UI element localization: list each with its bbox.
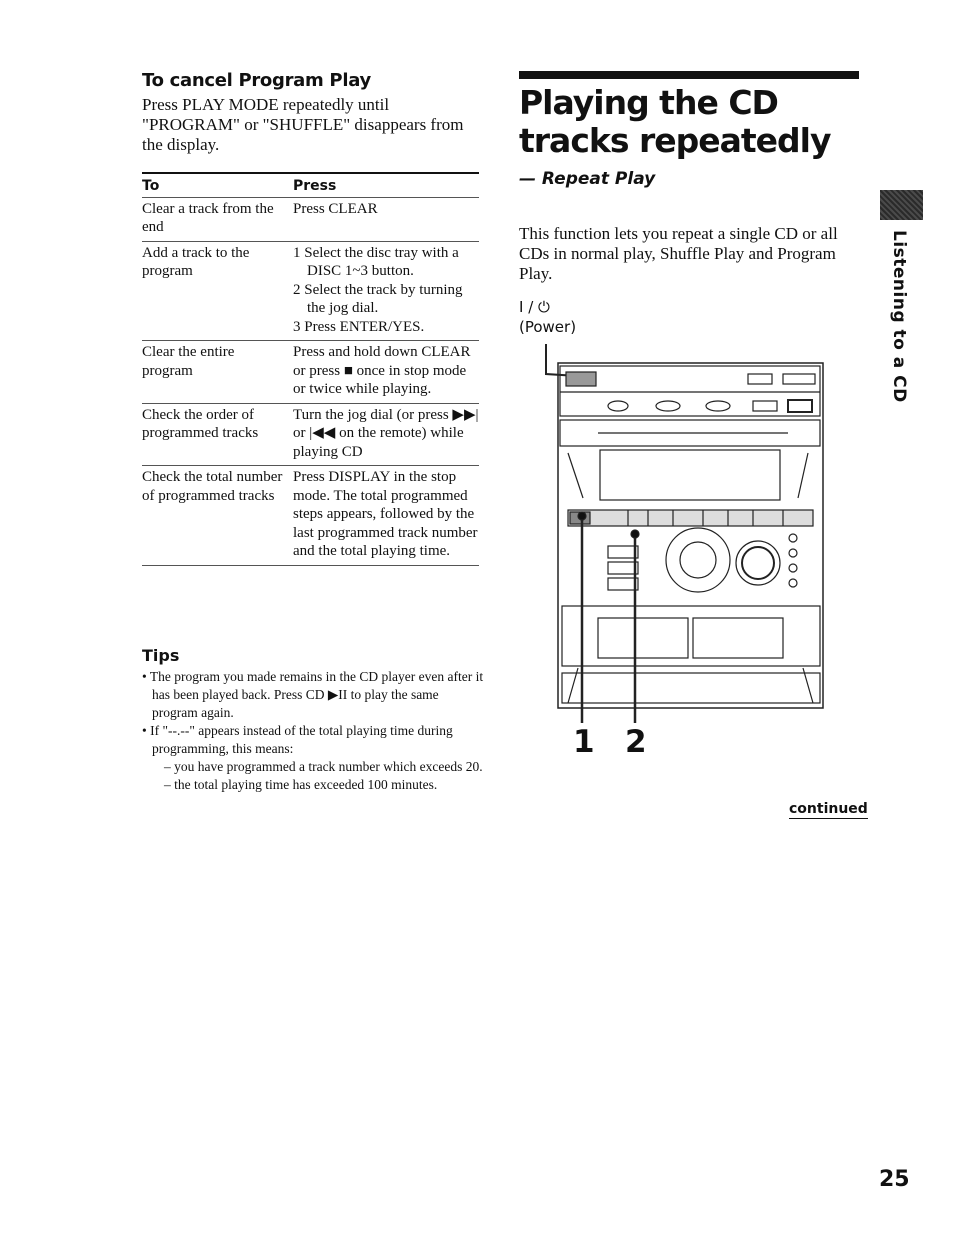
table-cell-press: Press and hold down CLEAR or press ■ once in stop mode or twice while playing. (293, 341, 479, 404)
step-item: 1 Select the disc tray with a DISC 1~3 button. (293, 244, 459, 279)
table-row (142, 241, 479, 341)
tip-item (142, 722, 487, 794)
table-cell-to: Clear a track from the end (142, 197, 293, 241)
side-tab-label: Listening to a CD (889, 230, 909, 403)
repeat-intro: This function lets you repeat a single CD or all CDs in normal play, Shuffle Play and Program Play. (519, 224, 838, 283)
column-header-to: To (142, 173, 293, 197)
title-rule (519, 71, 859, 79)
callout-step-1: 1 (573, 724, 595, 760)
table-cell-to: Clear the entire program (142, 341, 293, 404)
table-row (142, 466, 479, 566)
table-cell-press: Press DISPLAY in the stop mode. The total programmed steps appears, followed by the last programmed track number and the total playing time. (293, 466, 479, 566)
page-number: 25 (879, 1167, 910, 1192)
step-item: 3 Press ENTER/YES. (293, 318, 425, 335)
table-cell-press (293, 241, 479, 341)
step-list (293, 244, 479, 337)
power-symbol: I / ⏻ (519, 298, 550, 316)
table-cell-to: Add a track to the program (142, 241, 293, 341)
cancel-program-intro: Press PLAY MODE repeatedly until "PROGRAM" or "SHUFFLE" disappears from the display. (142, 95, 464, 154)
column-header-press: Press (293, 173, 479, 197)
tips-list (142, 668, 487, 794)
power-label: (Power) (519, 318, 577, 336)
table-cell-press: Turn the jog dial (or press ▶▶| or |◀◀ on the remote) while playing CD (293, 403, 479, 466)
callout-step-2: 2 (625, 724, 647, 760)
section-title: Playing the CD tracks repeatedly (519, 83, 831, 160)
continued-label: continued (789, 801, 868, 817)
tip-subitem: – the total playing time has exceeded 100 minutes. (164, 777, 438, 792)
section-subtitle: — Repeat Play (519, 169, 656, 189)
tip-sublist (152, 758, 487, 794)
table-cell-press: Press CLEAR (293, 197, 479, 241)
table-row (142, 341, 479, 404)
step-item: 2 Select the track by turning the jog dial. (293, 281, 463, 316)
tip-subitem: – you have programmed a track number which exceeds 20. (164, 759, 483, 774)
table-row (142, 197, 479, 241)
cd-player-illustration (538, 338, 828, 733)
table-cell-to: Check the order of programmed tracks (142, 403, 293, 466)
table-cell-to: Check the total number of programmed tracks (142, 466, 293, 566)
side-tab-marker (880, 190, 923, 220)
tips-heading: Tips (142, 646, 180, 665)
tip-text: • If "--.--" appears instead of the total playing time during programming, this means: (142, 723, 453, 756)
table-row (142, 403, 479, 466)
table-header-row (142, 173, 479, 197)
tip-item: • The program you made remains in the CD player even after it has been played back. Press CD ▶II to play the same program again. (142, 669, 484, 720)
cancel-program-heading: To cancel Program Play (142, 70, 371, 91)
program-table (142, 172, 479, 566)
